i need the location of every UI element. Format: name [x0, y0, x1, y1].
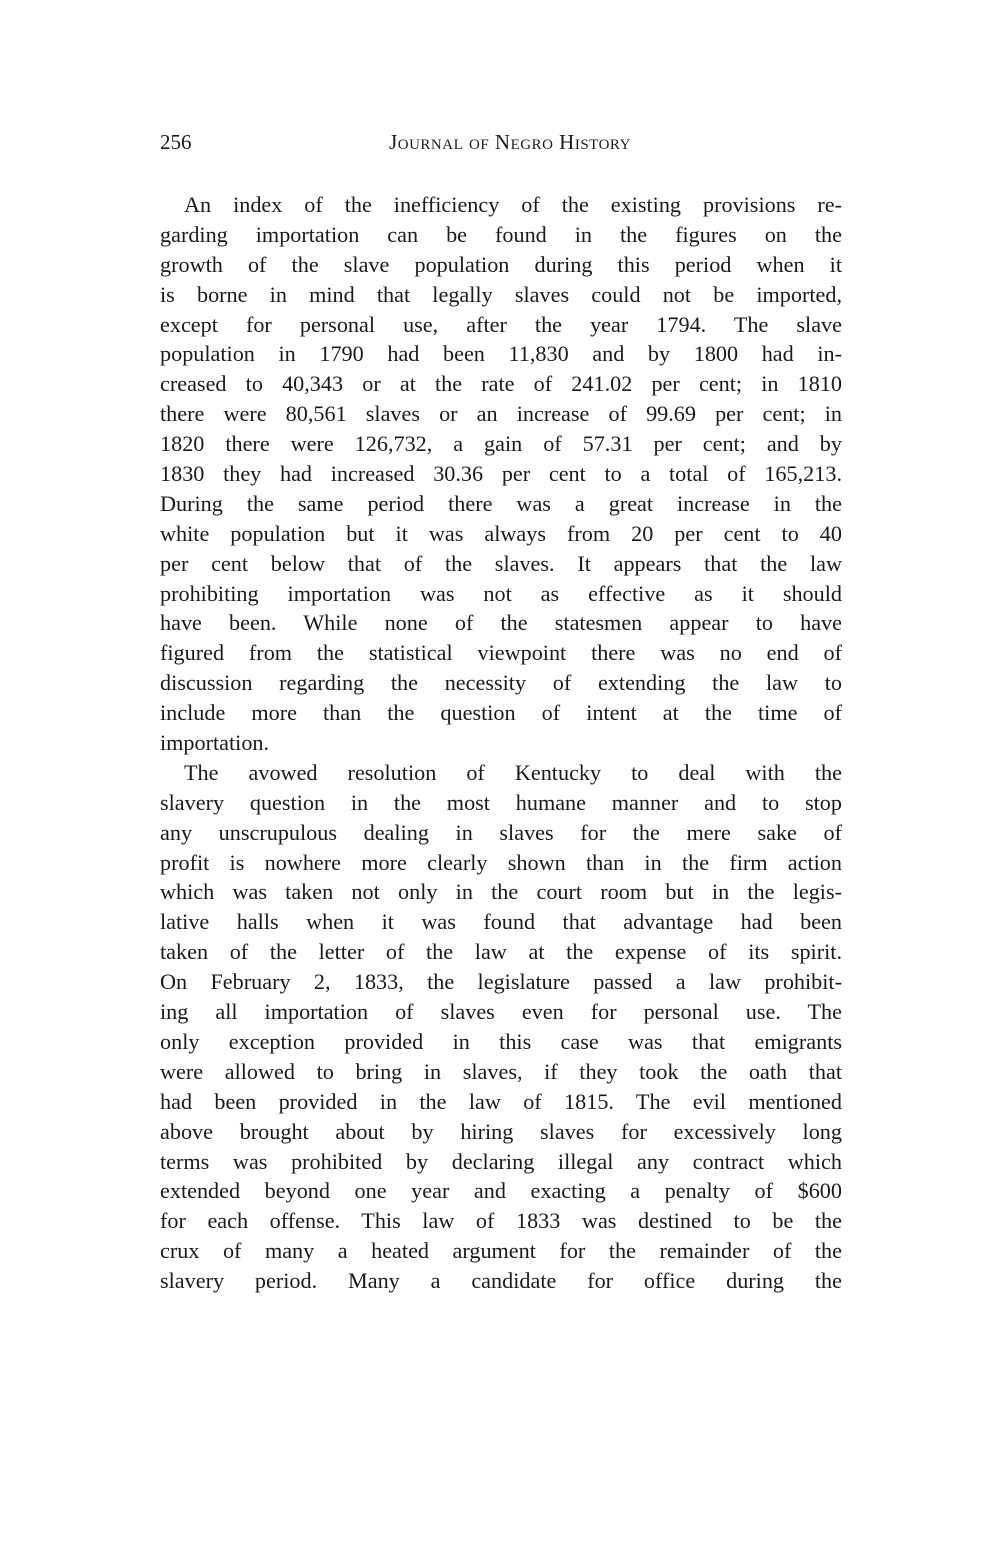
paragraph-1	[160, 190, 842, 758]
text-line: An index of the inefficiency of the existing provisions re-	[184, 192, 842, 217]
text-line: except for personal use, after the year 1794. The slave	[160, 311, 842, 337]
text-line: creased to 40,343 or at the rate of 241.02 per cent; in 1810	[160, 371, 842, 397]
text-line: growth of the slave population during this period when it	[160, 251, 842, 277]
text-line: lative halls when it was found that advantage had been	[160, 909, 842, 935]
document-page	[160, 124, 842, 1296]
text-line: On February 2, 1833, the legislature passed a law prohibit-	[160, 969, 842, 995]
text-line: were allowed to bring in slaves, if they took the oath that	[160, 1058, 842, 1084]
text-line: taken of the letter of the law at the expense of its spirit.	[160, 939, 842, 965]
text-line: figured from the statistical viewpoint there was no end of	[160, 640, 842, 666]
text-line: During the same period there was a great increase in the	[160, 490, 842, 516]
page-number: 256	[160, 130, 192, 154]
running-header	[160, 124, 842, 160]
text-line: 1820 there were 126,732, a gain of 57.31 per cent; and by	[160, 431, 842, 457]
text-line: is borne in mind that legally slaves could not be imported,	[160, 281, 842, 307]
text-line: white population but it was always from 20 per cent to 40	[160, 520, 842, 546]
text-line: crux of many a heated argument for the remainder of the	[160, 1238, 842, 1264]
text-line: terms was prohibited by declaring illegal any contract which	[160, 1148, 842, 1174]
text-line: above brought about by hiring slaves for excessively long	[160, 1118, 842, 1144]
text-line: had been provided in the law of 1815. The evil mentioned	[160, 1088, 842, 1114]
text-line: slavery period. Many a candidate for office during the	[160, 1268, 842, 1294]
paragraph-2	[160, 758, 842, 1296]
text-line: only exception provided in this case was that emigrants	[160, 1028, 842, 1054]
text-line: importation.	[160, 730, 270, 756]
text-line: any unscrupulous dealing in slaves for the mere sake of	[160, 819, 842, 845]
text-line: garding importation can be found in the figures on the	[160, 221, 842, 247]
text-line: discussion regarding the necessity of extending the law to	[160, 670, 842, 696]
text-line: The avowed resolution of Kentucky to deal with the	[184, 759, 842, 785]
text-line: population in 1790 had been 11,830 and by 1800 had in-	[160, 341, 842, 367]
text-line: for each offense. This law of 1833 was destined to be the	[160, 1208, 842, 1234]
text-line: ing all importation of slaves even for personal use. The	[160, 999, 842, 1025]
text-line: slavery question in the most humane manner and to stop	[160, 789, 842, 815]
text-line: extended beyond one year and exacting a penalty of $600	[160, 1178, 842, 1204]
journal-title: Journal of Negro History	[389, 130, 631, 154]
text-line: per cent below that of the slaves. It appears that the law	[160, 550, 842, 576]
text-line: include more than the question of intent at the time of	[160, 700, 842, 726]
text-line: prohibiting importation was not as effective as it should	[160, 580, 842, 606]
text-line: profit is nowhere more clearly shown than in the firm action	[160, 849, 842, 875]
text-line: 1830 they had increased 30.36 per cent to a total of 165,213.	[160, 461, 842, 487]
text-line: have been. While none of the statesmen appear to have	[160, 610, 842, 636]
text-line: there were 80,561 slaves or an increase of 99.69 per cent; in	[160, 401, 842, 427]
text-line: which was taken not only in the court room but in the legis-	[160, 879, 842, 905]
body-text	[160, 190, 842, 1296]
